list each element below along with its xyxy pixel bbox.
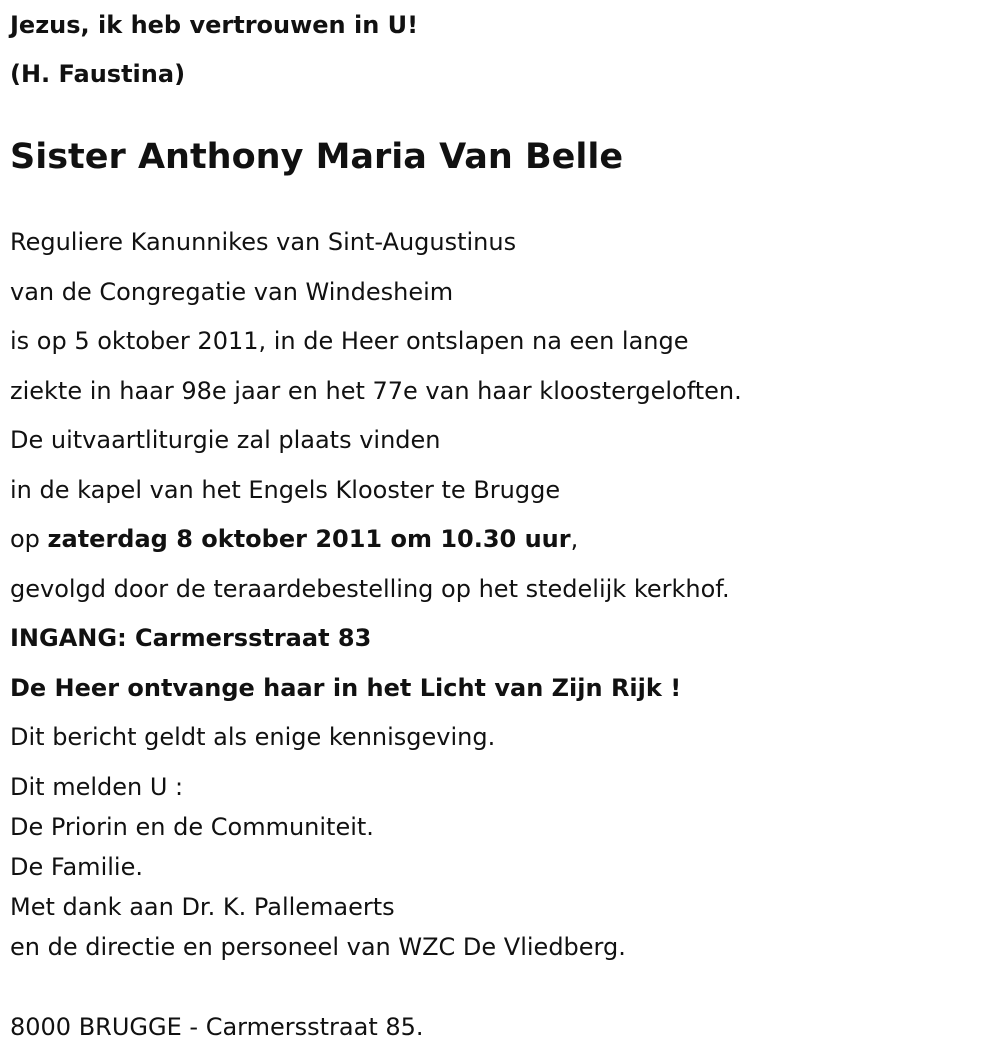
obituary-notice [10,0,990,1059]
body-line-8: gevolgd door de teraardebestelling op het stedelijk kerkhof. [10,575,730,603]
body-line-5: De uitvaartliturgie zal plaats vinden [10,426,441,454]
postal-address: 8000 BRUGGE - Carmersstraat 85. [10,1013,424,1041]
header-quote: Jezus, ik heb vertrouwen in U! [10,11,419,39]
header-attribution: (H. Faustina) [10,60,186,88]
body-line-3: is op 5 oktober 2011, in de Heer ontslapen na een lange [10,327,689,355]
announcers-intro: Dit melden U : [10,773,184,801]
deceased-name: Sister Anthony Maria Van Belle [10,137,624,177]
body-line-6: in de kapel van het Engels Klooster te Brugge [10,476,561,504]
entrance-address: INGANG: Carmersstraat 83 [10,624,372,652]
body-line-4: ziekte in haar 98e jaar en het 77e van haar kloostergeloften. [10,377,742,405]
announcer-line-1: De Priorin en de Communiteit. [10,813,374,841]
funeral-date-line [10,524,578,554]
funeral-date-prefix: op [10,525,48,553]
announcer-line-2: De Familie. [10,853,143,881]
body-line-2: van de Congregatie van Windesheim [10,278,454,306]
funeral-date: zaterdag 8 oktober 2011 om 10.30 uur [47,525,571,553]
body-line-1: Reguliere Kanunnikes van Sint-Augustinus [10,228,517,256]
notice-line: Dit bericht geldt als enige kennisgeving. [10,723,496,751]
announcer-line-4: en de directie en personeel van WZC De Vliedberg. [10,933,626,961]
announcer-line-3: Met dank aan Dr. K. Pallemaerts [10,893,395,921]
funeral-date-suffix: , [570,525,579,553]
blessing-line: De Heer ontvange haar in het Licht van Zijn Rijk ! [10,674,682,702]
